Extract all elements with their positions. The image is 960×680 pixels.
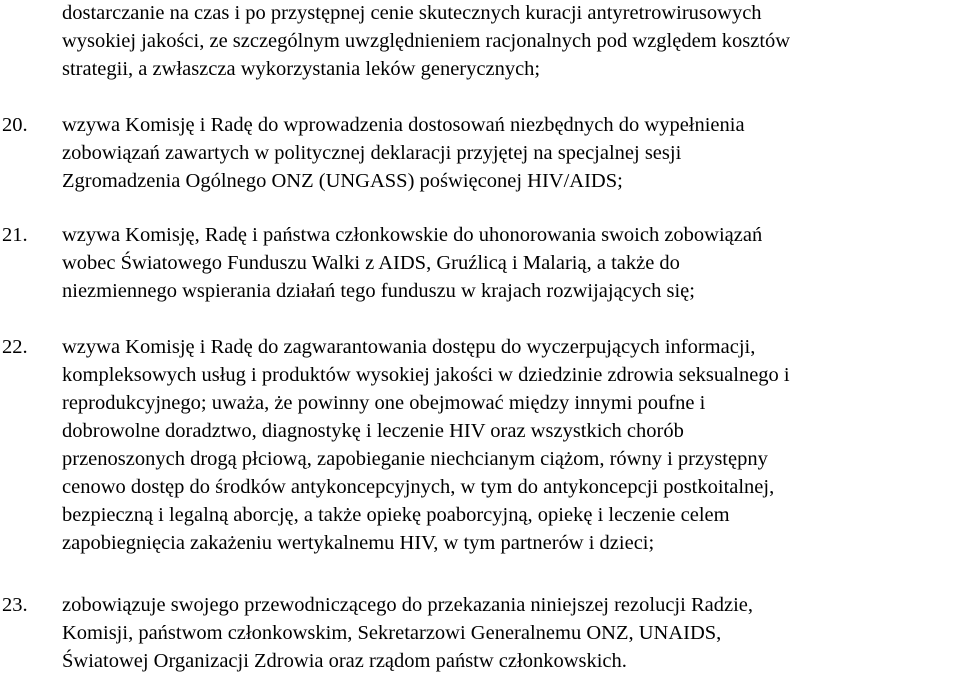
paragraph-line: zapobiegnięcia zakażeniu wertykalnemu HIV, w tym partnerów i dzieci;: [62, 532, 655, 554]
paragraph-line: wzywa Komisję i Radę do wprowadzenia dostosowań niezbędnych do wypełnienia: [62, 114, 745, 136]
paragraph-number: 23.: [2, 594, 28, 616]
paragraph-line: Światowej Organizacji Zdrowia oraz rządom państw członkowskich.: [62, 650, 627, 672]
paragraph-line: dobrowolne doradztwo, diagnostykę i leczenie HIV oraz wszystkich chorób: [62, 420, 684, 442]
paragraph-line: wobec Światowego Funduszu Walki z AIDS, Gruźlicą i Malarią, a także do: [62, 252, 680, 274]
paragraph-line: Komisji, państwom członkowskim, Sekretarzowi Generalnemu ONZ, UNAIDS,: [62, 622, 722, 644]
paragraph-line: kompleksowych usług i produktów wysokiej jakości w dziedzinie zdrowia seksualnego i: [62, 364, 790, 386]
paragraph-line: zobowiązań zawartych w politycznej deklaracji przyjętej na specjalnej sesji: [62, 142, 682, 164]
paragraph-line: Zgromadzenia Ogólnego ONZ (UNGASS) poświęconej HIV/AIDS;: [62, 170, 623, 192]
paragraph-line: wysokiej jakości, ze szczególnym uwzględnieniem racjonalnych pod względem kosztów: [62, 30, 791, 52]
paragraph-line: bezpieczną i legalną aborcję, a także opiekę poaborcyjną, opiekę i leczenie celem: [62, 504, 730, 526]
paragraph-number: 20.: [2, 114, 28, 136]
paragraph-line: przenoszonych drogą płciową, zapobieganie niechcianym ciążom, równy i przystępny: [62, 448, 768, 470]
paragraph-line: wzywa Komisję, Radę i państwa członkowskie do uhonorowania swoich zobowiązań: [62, 224, 763, 246]
paragraph-line: zobowiązuje swojego przewodniczącego do przekazania niniejszej rezolucji Radzie,: [62, 594, 753, 616]
paragraph-number: 21.: [2, 224, 28, 246]
paragraph-line: strategii, a zwłaszcza wykorzystania leków generycznych;: [62, 58, 541, 80]
paragraph-line: dostarczanie na czas i po przystępnej cenie skutecznych kuracji antyretrowirusowych: [62, 2, 762, 24]
paragraph-line: wzywa Komisję i Radę do zagwarantowania dostępu do wyczerpujących informacji,: [62, 336, 756, 358]
paragraph-line: reprodukcyjnego; uważa, że powinny one obejmować między innymi poufne i: [62, 392, 706, 414]
paragraph-line: niezmiennego wspierania działań tego funduszu w krajach rozwijających się;: [62, 280, 695, 302]
paragraph-line: cenowo dostęp do środków antykoncepcyjnych, w tym do antykoncepcji postkoitalnej,: [62, 476, 775, 498]
paragraph-number: 22.: [2, 336, 28, 358]
